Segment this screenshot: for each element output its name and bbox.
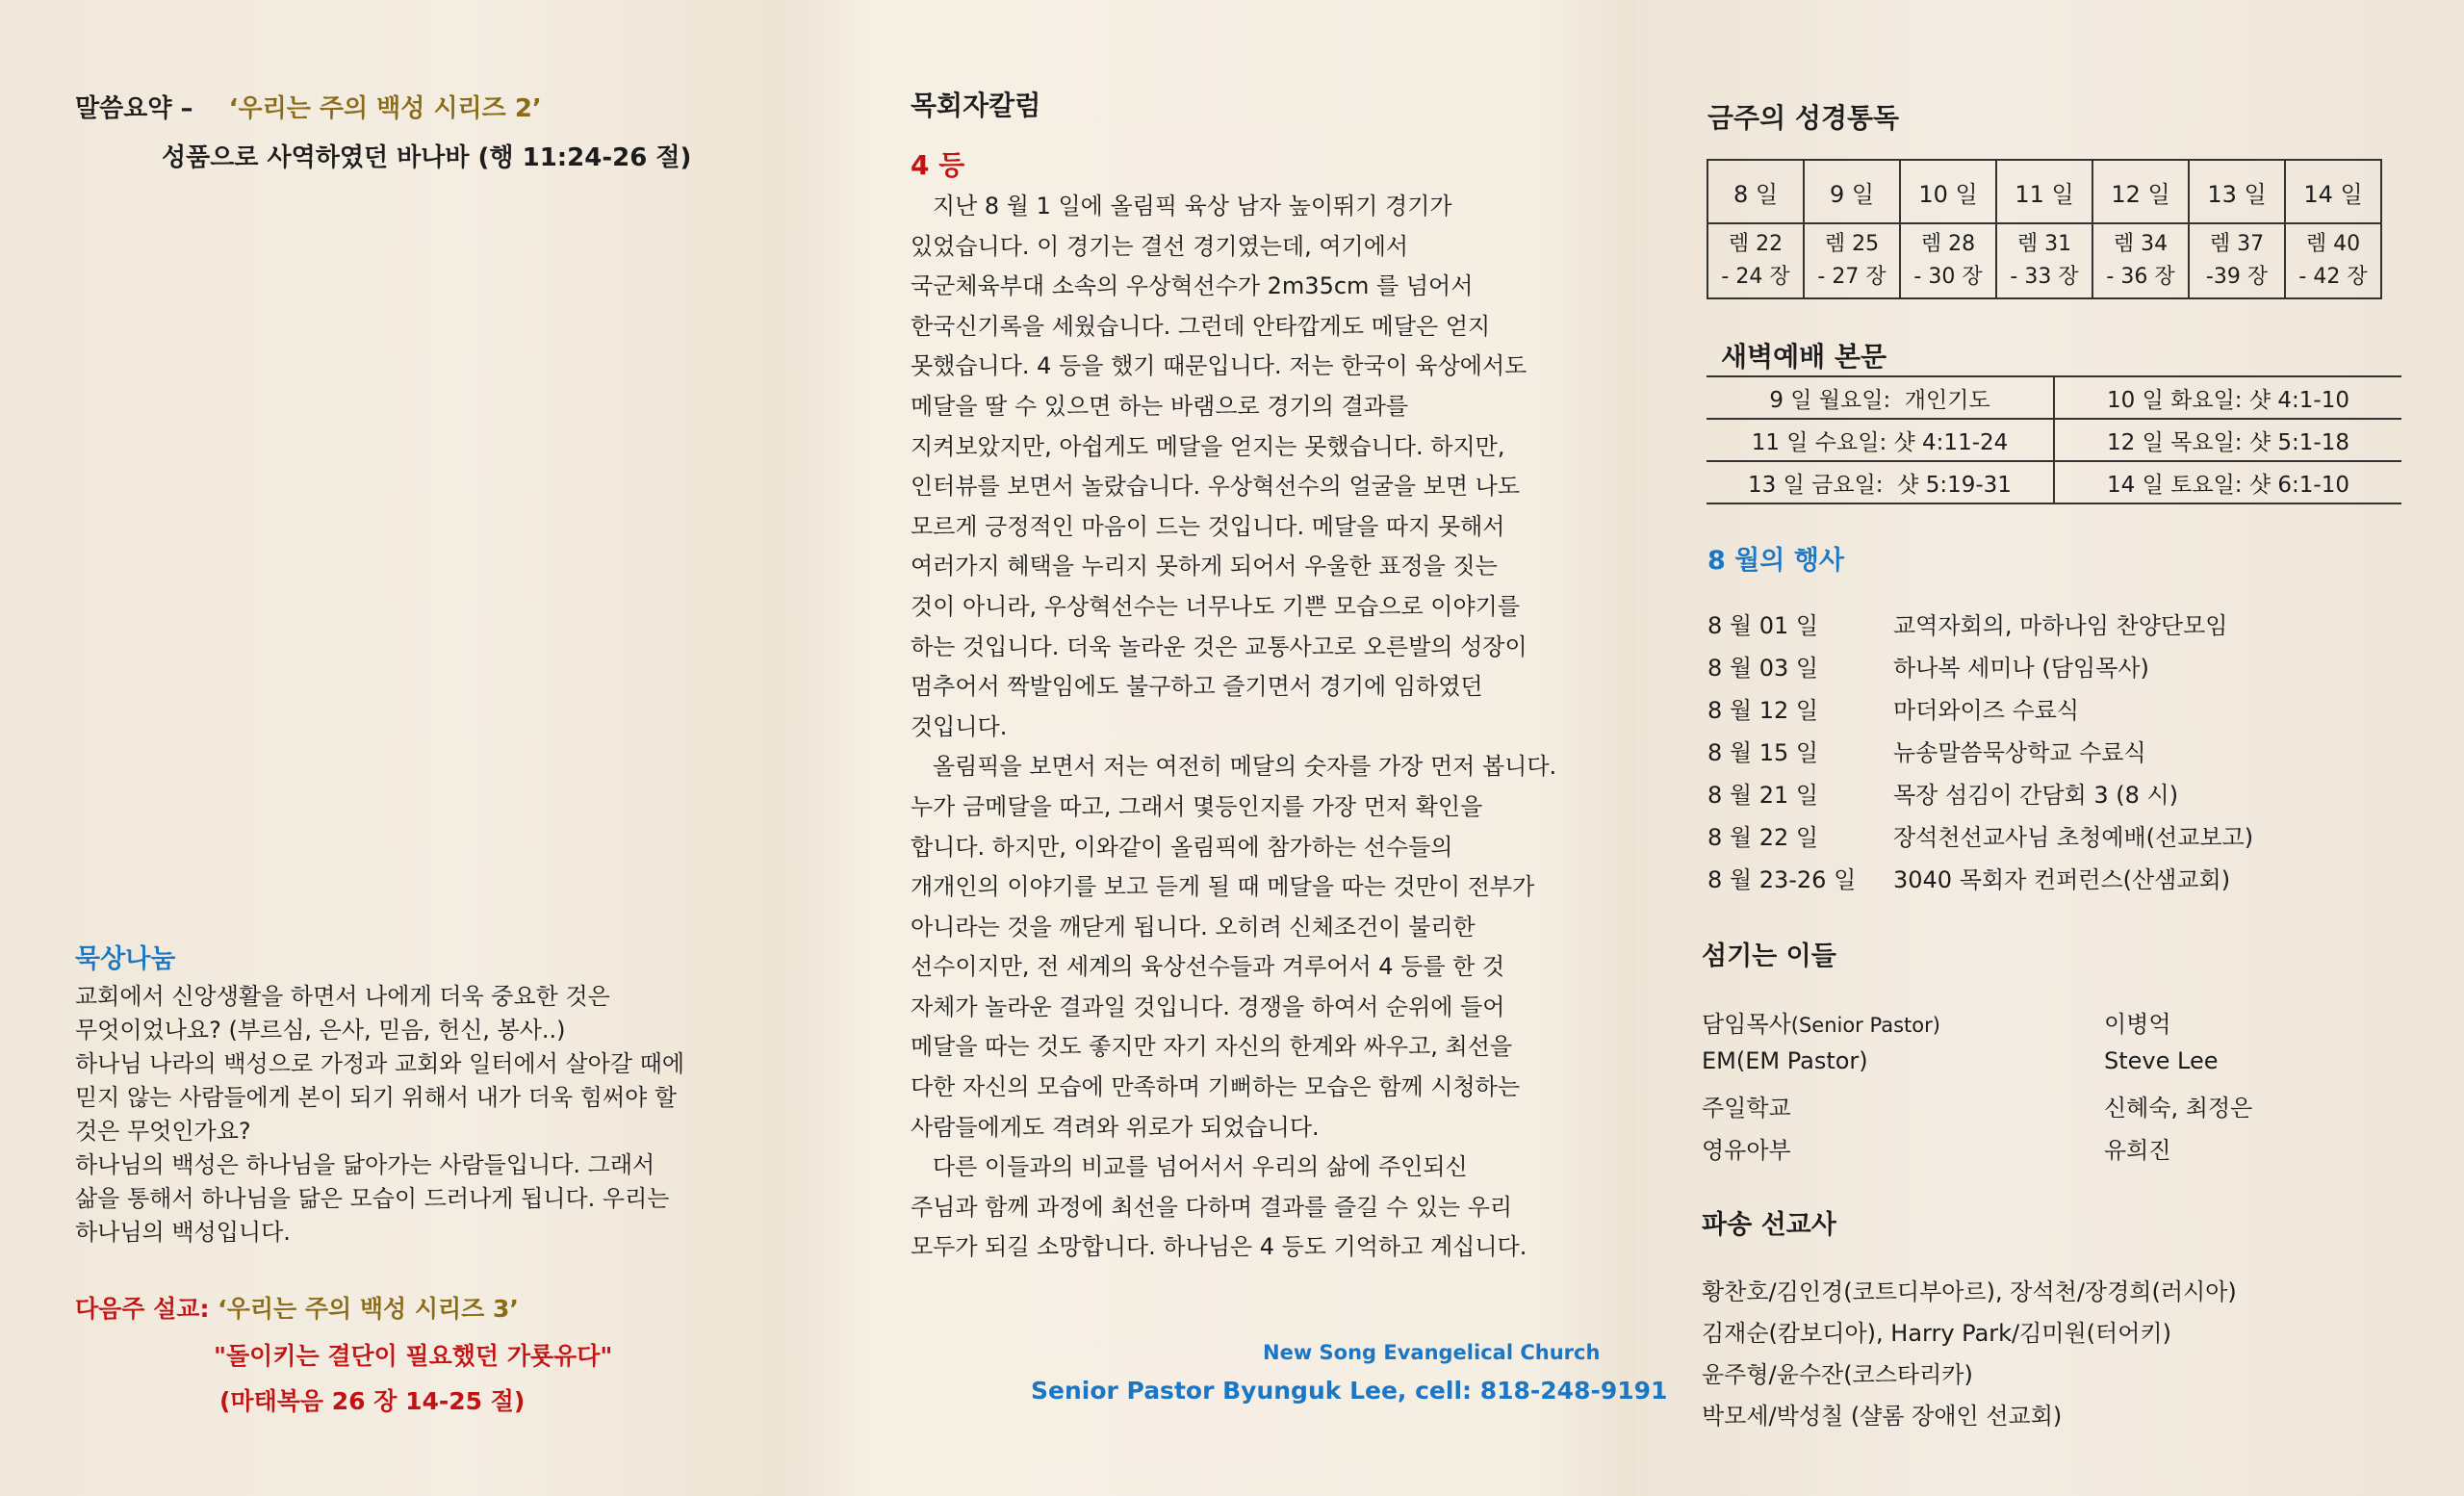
chapter-book: 렘 28 — [1920, 232, 1976, 256]
meditation-line: 하나님의 백성은 하나님을 닮아가는 사람들입니다. 그래서 — [75, 1151, 655, 1178]
column-line: 자체가 놀라운 결과일 것입니다. 경쟁을 하여서 순위에 들어 — [911, 993, 1505, 1020]
column-line: 누가 금메달을 따고, 그래서 몇등인지를 가장 먼저 확인을 — [911, 792, 1483, 820]
reading-title: 금주의 성경통독 — [1707, 102, 1900, 134]
event-date: 8 월 12 일 — [1707, 697, 1819, 724]
dawn-cell: 9 일 월요일: 개인기도 — [1707, 376, 2054, 419]
column-line: 못했습니다. 4 등을 했기 때문입니다. 저는 한국이 육상에서도 — [911, 352, 1527, 380]
sermon-subtitle: 성품으로 사역하였던 바나바 (행 11:24-26 절) — [162, 143, 692, 172]
chapter-book: 렘 40 — [2305, 232, 2361, 256]
column-line: 것입니다. — [911, 712, 1008, 740]
event-name: 목장 섬김이 간담회 3 (8 시) — [1893, 782, 2179, 809]
missionary-line: 박모세/박성칠 (샬롬 장애인 선교회) — [1702, 1403, 2063, 1430]
chapter-book: 렘 31 — [2016, 232, 2072, 256]
column-line: 합니다. 하지만, 이와같이 올림픽에 참가하는 선수들의 — [911, 833, 1453, 861]
sermon-panel — [0, 0, 770, 1496]
pastor-contact: Senior Pastor Byunguk Lee, cell: 818-248-9191 — [1031, 1377, 1668, 1405]
meditation-line: 무엇이었나요? (부르심, 은사, 믿음, 헌신, 봉사..) — [75, 1017, 566, 1044]
servants-title: 섬기는 이들 — [1702, 941, 1836, 971]
reading-day: 14 일 — [2285, 160, 2381, 223]
chapter-book: 렘 34 — [2113, 232, 2169, 256]
reading-chapter — [2189, 223, 2285, 298]
reading-chapter — [1996, 223, 2092, 298]
event-name: 장석천선교사님 초청예배(선교보고) — [1893, 824, 2254, 851]
meditation-line: 것은 무엇인가요? — [75, 1118, 251, 1145]
event-name: 3040 목회자 컨퍼런스(산샘교회) — [1893, 866, 2231, 893]
next-sermon-ref: (마태복음 26 장 14-25 절) — [219, 1387, 526, 1415]
reading-day: 9 일 — [1804, 160, 1900, 223]
column-line: 모두가 되길 소망합니다. 하나님은 4 등도 기억하고 계십니다. — [911, 1233, 1527, 1261]
event-date: 8 월 01 일 — [1707, 612, 1819, 639]
chapter-book: 렘 37 — [2209, 232, 2265, 256]
event-date: 8 월 21 일 — [1707, 782, 1819, 809]
column-line: 개개인의 이야기를 보고 듣게 될 때 메달을 따는 것만이 전부가 — [911, 873, 1535, 901]
chapter-range: - 24 장 — [1721, 265, 1790, 289]
column-line: 선수이지만, 전 세계의 육상선수들과 겨루어서 4 등를 한 것 — [911, 953, 1505, 981]
column-line: 주님과 함께 과정에 최선을 다하며 결과를 즐길 수 있는 우리 — [911, 1193, 1513, 1221]
chapter-range: - 30 장 — [1913, 265, 1983, 289]
chapter-range: - 27 장 — [1817, 265, 1886, 289]
servant-role: 영유아부 — [1702, 1137, 1791, 1164]
column-line: 올림픽을 보면서 저는 여전히 메달의 숫자를 가장 먼저 봅니다. — [911, 753, 1557, 781]
column-line: 모르게 긍정적인 마음이 드는 것입니다. 메달을 따지 못해서 — [911, 512, 1505, 540]
reading-chapter — [1707, 223, 1804, 298]
meditation-line: 삶을 통해서 하나님을 닮은 모습이 드러나게 됩니다. 우리는 — [75, 1185, 670, 1212]
missionaries-title: 파송 선교사 — [1702, 1210, 1836, 1240]
column-line: 아니라는 것을 깨닫게 됩니다. 오히려 신체조건이 불리한 — [911, 913, 1476, 941]
chapter-range: - 42 장 — [2298, 265, 2368, 289]
servant-role: EM(EM Pastor) — [1702, 1047, 1868, 1074]
reading-chapter — [1900, 223, 1996, 298]
reading-chapter — [1804, 223, 1900, 298]
chapter-range: - 33 장 — [2010, 265, 2079, 289]
event-date: 8 월 15 일 — [1707, 739, 1819, 766]
column-subtitle: 4 등 — [911, 149, 965, 181]
next-sermon-label: 다음주 설교: — [75, 1295, 210, 1323]
missionary-line: 윤주형/윤수잔(코스타리카) — [1702, 1361, 1973, 1388]
sermon-series: ‘우리는 주의 백성 시리즈 2’ — [228, 94, 542, 123]
reading-day: 8 일 — [1707, 160, 1804, 223]
event-name: 뉴송말씀묵상학교 수료식 — [1893, 739, 2146, 766]
event-date: 8 월 22 일 — [1707, 824, 1819, 851]
church-name: New Song Evangelical Church — [1263, 1341, 1601, 1364]
dawn-cell: 14 일 토요일: 샷 6:1-10 — [2054, 461, 2401, 503]
reading-chapter — [2285, 223, 2381, 298]
reading-chapter — [2092, 223, 2189, 298]
next-sermon-heading — [75, 1290, 519, 1325]
reading-day: 10 일 — [1900, 160, 1996, 223]
column-line: 지켜보았지만, 아쉽게도 메달을 얻지는 못했습니다. 하지만, — [911, 432, 1505, 460]
column-title: 목회자칼럼 — [911, 90, 1041, 121]
dawn-table — [1707, 375, 2401, 504]
meditation-line: 하나님의 백성입니다. — [75, 1219, 291, 1246]
reading-table — [1707, 159, 2382, 299]
event-name: 마더와이즈 수료식 — [1893, 697, 2080, 724]
servant-name: 이병억 — [2104, 1011, 2171, 1038]
reading-day: 13 일 — [2189, 160, 2285, 223]
chapter-book: 렘 25 — [1824, 232, 1880, 256]
column-line: 다한 자신의 모습에 만족하며 기뻐하는 모습은 함께 시청하는 — [911, 1073, 1521, 1101]
chapter-book: 렘 22 — [1728, 232, 1784, 256]
column-line: 여러가지 혜택을 누리지 못하게 되어서 우울한 표정을 짓는 — [911, 553, 1498, 580]
servant-name: 신혜숙, 최정은 — [2104, 1095, 2253, 1122]
reading-day: 12 일 — [2092, 160, 2189, 223]
next-sermon-title: "돌이키는 결단이 필요했던 가룟유다" — [214, 1342, 613, 1370]
column-line: 한국신기록을 세웠습니다. 그런데 안타깝게도 메달은 얻지 — [911, 312, 1491, 340]
event-date: 8 월 03 일 — [1707, 655, 1819, 682]
missionary-line: 김재순(캄보디아), Harry Park/김미원(터어키) — [1702, 1320, 2171, 1347]
column-line: 사람들에게도 격려와 위로가 되었습니다. — [911, 1113, 1320, 1141]
meditation-line: 교회에서 신앙생활을 하면서 나에게 더욱 중요한 것은 — [75, 983, 610, 1010]
dawn-cell: 13 일 금요일: 샷 5:19-31 — [1707, 461, 2054, 503]
servant-role-label: 담임목사 — [1702, 1011, 1791, 1038]
column-line: 메달을 따는 것도 좋지만 자기 자신의 한계와 싸우고, 최선을 — [911, 1033, 1513, 1061]
column-line: 하는 것입니다. 더욱 놀라운 것은 교통사고로 오른발의 성장이 — [911, 632, 1527, 660]
meditation-line: 하나님 나라의 백성으로 가정과 교회와 일터에서 살아갈 때에 — [75, 1050, 685, 1077]
sermon-heading — [75, 89, 542, 124]
missionary-line: 황찬호/김인경(코트디부아르), 장석천/장경희(러시아) — [1702, 1278, 2237, 1305]
meditation-body — [75, 980, 739, 1250]
dawn-cell: 10 일 화요일: 샷 4:1-10 — [2054, 376, 2401, 419]
chapter-range: -39 장 — [2205, 265, 2269, 289]
servant-role: 주일학교 — [1702, 1095, 1791, 1122]
column-line: 것이 아니라, 우상혁선수는 너무나도 기쁜 모습으로 이야기를 — [911, 592, 1521, 620]
sermon-label: 말씀요약 – — [75, 94, 193, 123]
event-date: 8 월 23-26 일 — [1707, 866, 1857, 893]
dawn-cell: 11 일 수요일: 샷 4:11-24 — [1707, 419, 2054, 461]
column-line: 인터뷰를 보면서 놀랐습니다. 우상혁선수의 얼굴을 보면 나도 — [911, 473, 1521, 501]
column-line: 국군체육부대 소속의 우상혁선수가 2m35cm 를 넘어서 — [911, 272, 1474, 300]
event-name: 하나복 세미나 (담임목사) — [1893, 655, 2149, 682]
dawn-title: 새벽예배 본문 — [1721, 341, 1887, 373]
meditation-title: 묵상나눔 — [75, 944, 176, 974]
meditation-line: 믿지 않는 사람들에게 본이 되기 위해서 내가 더욱 힘써야 할 — [75, 1084, 678, 1111]
servant-name: Steve Lee — [2104, 1047, 2219, 1074]
column-line: 멈추어서 짝발임에도 불구하고 즐기면서 경기에 임하였던 — [911, 673, 1483, 701]
reading-day: 11 일 — [1996, 160, 2092, 223]
event-name: 교역자회의, 마하나임 찬양단모임 — [1893, 612, 2228, 639]
next-sermon-series: ‘우리는 주의 백성 시리즈 3’ — [218, 1295, 519, 1323]
servant-name: 유희진 — [2104, 1137, 2171, 1164]
dawn-cell: 12 일 목요일: 샷 5:1-18 — [2054, 419, 2401, 461]
column-line: 메달을 딸 수 있으면 하는 바램으로 경기의 결과를 — [911, 392, 1409, 420]
column-line: 다른 이들과의 비교를 넘어서서 우리의 삶에 주인되신 — [911, 1153, 1468, 1181]
column-body — [911, 187, 1556, 1268]
column-line: 있었습니다. 이 경기는 결선 경기였는데, 여기에서 — [911, 232, 1409, 260]
servant-role-note: (Senior Pastor) — [1790, 1014, 1940, 1037]
events-title: 8 월의 행사 — [1707, 546, 1844, 576]
chapter-range: - 36 장 — [2106, 265, 2175, 289]
servant-role — [1702, 1005, 1940, 1039]
column-line: 지난 8 월 1 일에 올림픽 육상 남자 높이뛰기 경기가 — [911, 193, 1452, 219]
